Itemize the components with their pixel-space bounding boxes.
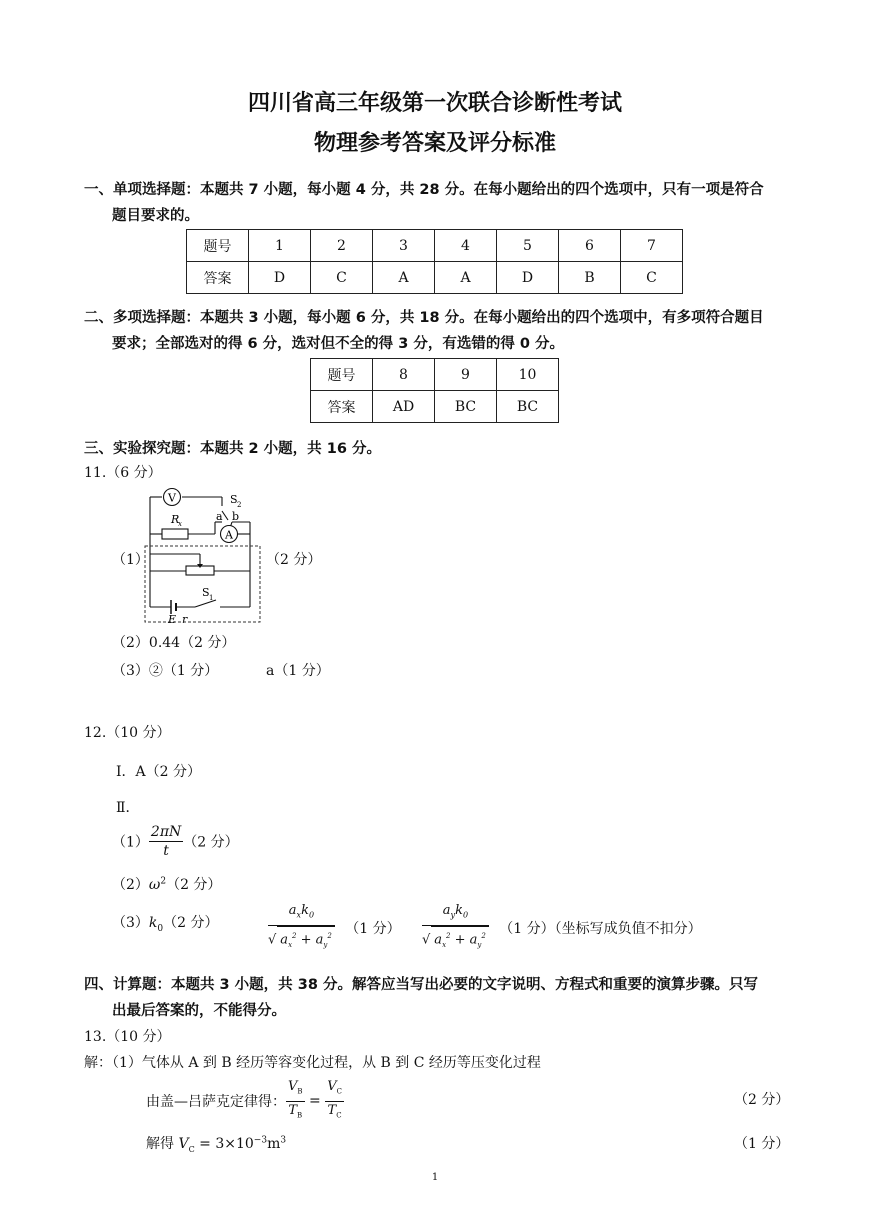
internal-resistance-label: r: [182, 613, 188, 626]
table-cell: BC: [497, 391, 559, 423]
section2-answer-table: [310, 358, 559, 423]
table-row: [311, 359, 559, 391]
table-row-label: 题号: [187, 230, 249, 262]
q12-s3: [112, 912, 219, 934]
q13-result-unit: m: [267, 1136, 281, 1152]
question13-label: 13.（10 分）: [84, 1029, 171, 1045]
q11-part1-label: （1）: [112, 552, 149, 568]
table-cell: C: [311, 262, 373, 294]
q12-s2-label: （2）: [112, 877, 149, 893]
q11-part3a: （3）②（1 分）: [112, 663, 219, 679]
frac2-num-a-sub: y: [450, 910, 456, 920]
table-cell: A: [435, 262, 497, 294]
q12-s2-expr: ω: [148, 877, 161, 893]
table-cell: D: [249, 262, 311, 294]
section1-answer-table: [186, 229, 683, 294]
section2-heading-cont: 要求；全部选对的得 6 分，选对但不全的得 3 分，有选错的得 0 分。: [112, 336, 565, 352]
page-number: 1: [431, 1172, 439, 1183]
q13-line1: 解：（1）气体从 A 到 B 经历等容变化过程，从 B 到 C 经历等压变化过程: [84, 1055, 541, 1071]
switch2-label: S: [230, 493, 238, 506]
table-cell: BC: [435, 391, 497, 423]
table-cell: AD: [373, 391, 435, 423]
table-cell: 5: [497, 230, 559, 262]
node-b-label: b: [232, 510, 240, 523]
table-row-label: 答案: [311, 391, 373, 423]
table-row-label: 答案: [187, 262, 249, 294]
switch2-label-sub: 2: [237, 501, 242, 509]
table-row-label: 题号: [311, 359, 373, 391]
q12-s1-numerator: 2πN: [150, 824, 182, 840]
q11-part1-score: （2 分）: [266, 552, 322, 568]
table-cell: 10: [497, 359, 559, 391]
section4-heading-cont: 出最后答案的，不能得分。: [112, 1003, 286, 1019]
table-cell: B: [559, 262, 621, 294]
q12-s1-score: （2 分）: [183, 834, 239, 851]
table-row: [311, 391, 559, 423]
q12-s3-label: （3）: [112, 915, 149, 931]
q12-s3-k-score: （2 分）: [163, 915, 219, 931]
section1-heading-cont: 题目要求的。: [112, 208, 199, 224]
page-title: 四川省高三年级第一次联合诊断性考试: [247, 91, 622, 116]
table-cell: 2: [311, 230, 373, 262]
q11-part2: （2）0.44（2 分）: [112, 635, 236, 651]
q12-s3-k-sub: 0: [157, 923, 164, 934]
q12-s2-score: （2 分）: [166, 877, 222, 893]
question11-label: 11.（6 分）: [84, 465, 162, 481]
table-cell: 7: [621, 230, 683, 262]
resistor-icon: [162, 529, 188, 539]
emf-label: E: [168, 613, 177, 626]
q13-result-score: （1 分）: [734, 1136, 790, 1152]
q13-law: 由盖—吕萨克定律得： $\frac{V_B}{T_B}$ = $\frac{V_C}{T_C}$: [146, 1078, 344, 1124]
page-subtitle: 物理参考答案及评分标准: [313, 131, 556, 156]
frac1-num-a-sub: x: [296, 910, 302, 920]
q13-result-unit-exp: 3: [280, 1135, 287, 1146]
q12-s1-fraction: [149, 823, 183, 860]
q12-s3-fraction1: [268, 902, 401, 954]
section3-heading: 三、实验探究题：本题共 2 小题，共 16 分。: [84, 441, 381, 457]
frac1-num-k-sub: 0: [308, 910, 315, 920]
section4-heading: 四、计算题：本题共 3 小题，共 38 分。解答应当写出必要的文字说明、方程式和重要的演算步骤。只写: [84, 977, 758, 993]
question12-label: 12.（10 分）: [84, 725, 171, 741]
table-cell: 3: [373, 230, 435, 262]
ammeter-label: A: [225, 528, 233, 542]
table-cell: C: [621, 262, 683, 294]
q12-s2-sup: 2: [160, 876, 167, 887]
q12-part2: Ⅱ．: [116, 800, 140, 816]
q12-part1: Ⅰ．A（2 分）: [116, 764, 201, 780]
table-cell: 8: [373, 359, 435, 391]
q12-s3-fraction2: [422, 902, 702, 954]
table-cell: A: [373, 262, 435, 294]
circuit-diagram: [140, 484, 265, 626]
q12-s3-k: k: [148, 915, 158, 931]
frac1-num-a: a: [288, 903, 297, 918]
resistor-label: R: [171, 513, 180, 526]
switch1-label-sub: 1: [209, 594, 214, 602]
table-cell: 1: [249, 230, 311, 262]
q11-part3b: a（1 分）: [266, 663, 330, 679]
table-cell: 6: [559, 230, 621, 262]
q12-s1-label: （1）: [112, 834, 149, 851]
table-row: [187, 230, 683, 262]
frac2-num-a: a: [442, 903, 451, 918]
sqrt-icon: √ $a_x^2 + a_y^2$: [268, 926, 335, 954]
q13-result-value: = 3×10: [199, 1136, 254, 1152]
vb-over-tb: $\frac{V_B}{T_B}$: [288, 1079, 303, 1120]
table-cell: D: [497, 262, 559, 294]
q12-s3-f1-score: （1 分）: [345, 920, 401, 937]
table-cell: 9: [435, 359, 497, 391]
section1-heading: 一、单项选择题：本题共 7 小题，每小题 4 分，共 28 分。在每小题给出的四个选项中，只有一项是符合: [84, 182, 764, 198]
resistor-label-sub: x: [178, 520, 182, 528]
dashed-box: [145, 546, 260, 622]
node-a-label: a: [216, 510, 223, 523]
frac2-num-k: k: [455, 903, 463, 918]
switch1-label: S: [202, 586, 210, 599]
frac1-num-k: k: [301, 903, 309, 918]
frac2-num-k-sub: 0: [462, 910, 469, 920]
q13-result-text: 解得: [146, 1136, 174, 1152]
q12-s2: [112, 874, 221, 894]
table-cell: 4: [435, 230, 497, 262]
table-row: [187, 262, 683, 294]
section2-heading: 二、多项选择题：本题共 3 小题，每小题 6 分，共 18 分。在每小题给出的四个选项中，有多项符合题目: [84, 310, 764, 326]
q12-s3-f2-score: （1 分）（坐标写成负值不扣分）: [499, 920, 702, 937]
vc-over-tc: $\frac{V_C}{T_C}$: [327, 1079, 342, 1120]
q13-law-score: （2 分）: [734, 1092, 790, 1108]
sqrt-icon: √ $a_x^2 + a_y^2$: [422, 926, 489, 954]
q12-s1: [112, 823, 239, 860]
q13-law-text: 由盖—吕萨克定律得：: [146, 1094, 286, 1111]
q13-result-exp: −3: [253, 1135, 268, 1146]
voltmeter-label: V: [168, 491, 176, 505]
q12-s1-denominator: t: [163, 843, 169, 859]
q13-result: 解得 $V_C = 3\times 10^{-3}m^3$: [146, 1135, 287, 1154]
